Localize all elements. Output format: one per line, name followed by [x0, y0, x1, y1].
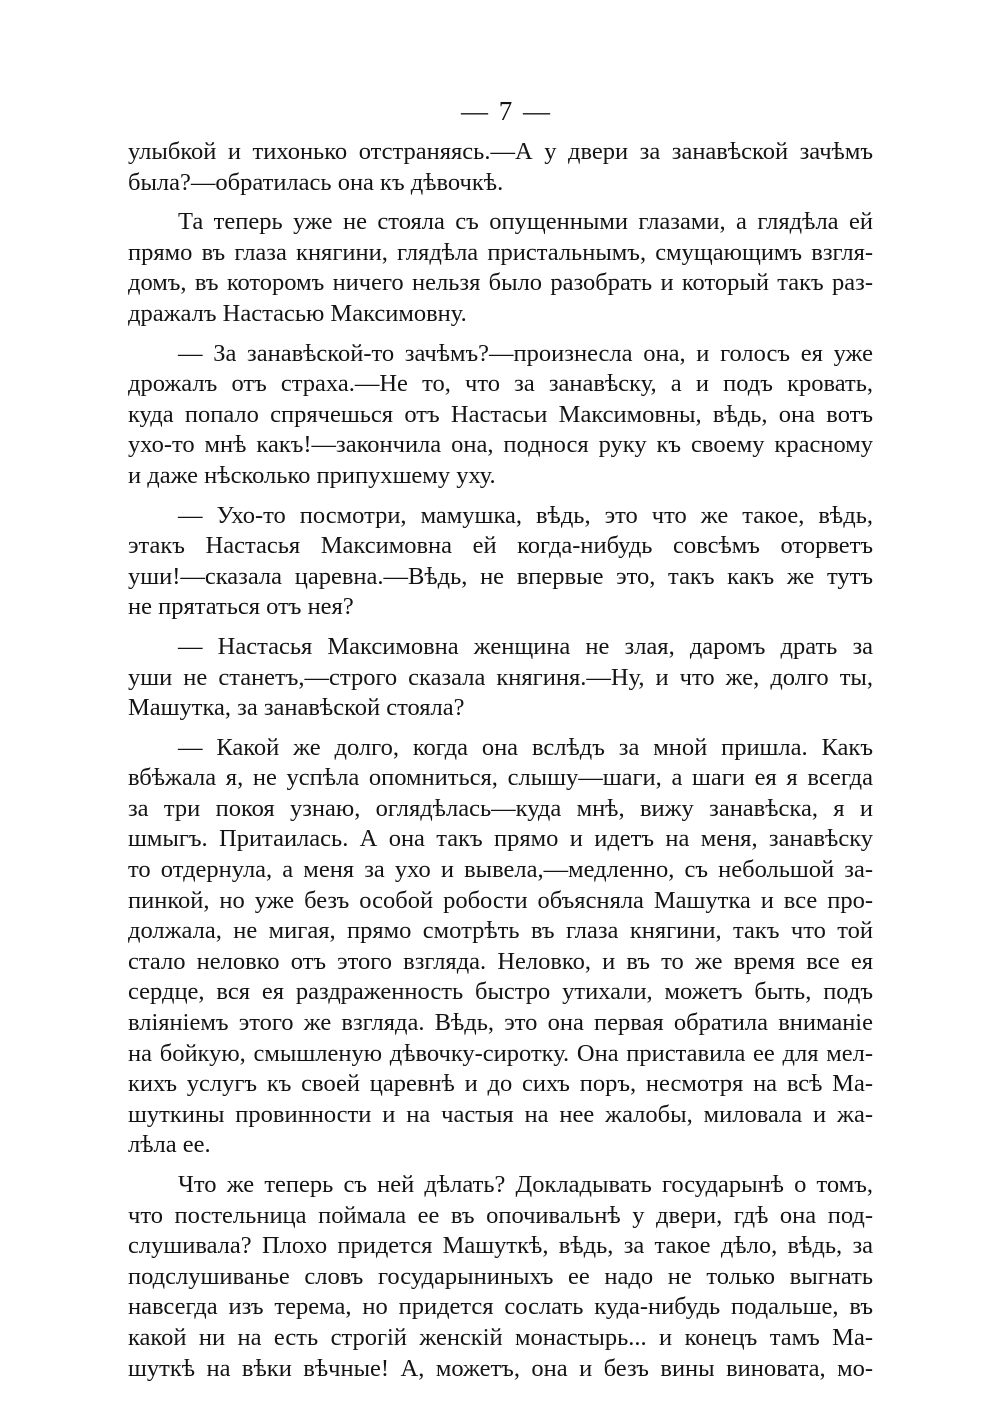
text-line: этакъ Настасья Максимовна ей когда-нибудь совсѣмъ оторветъ — [128, 532, 873, 560]
paragraph-1 — [128, 137, 873, 198]
text-line: улыбкой и тихонько отстраняясь.—А у двери за занавѣской зачѣмъ — [128, 138, 873, 165]
text-line: уши не станетъ,—строго сказала княгиня.—Ну, и что же, долго ты, — [128, 663, 873, 691]
text-line: то отдернула, а меня за ухо и вывела,—медленно, съ небольшой за- — [128, 856, 873, 884]
text-line: кихъ услугъ къ своей царевнѣ и до сихъ поръ, несмотря на всѣ Ма- — [128, 1070, 873, 1098]
text-line: ухо-то мнѣ какъ!—закончила она, поднося руку къ своему красному — [128, 431, 873, 459]
text-line: — За занавѣской-то зачѣмъ?—произнесла она, и голосъ ея уже — [178, 339, 873, 367]
text-line: — Настасья Максимовна женщина не злая, даромъ драть за — [178, 632, 873, 660]
text-line: стало неловко отъ этого взгляда. Неловко, и въ то же время все ея — [128, 947, 873, 975]
text-line: вліяніемъ этого же взгляда. Вѣдь, это она первая обратила вниманіе — [128, 1009, 873, 1037]
text-line: шуткины провинности и на частыя на нее жалобы, миловала и жа- — [128, 1100, 873, 1128]
text-line: на бойкую, смышленую дѣвочку-сиротку. Она приставила ее для мел- — [128, 1039, 873, 1067]
text-line: Та теперь уже не стояла съ опущенными глазами, а глядѣла ей — [178, 208, 873, 236]
text-line: дражалъ Настасью Максимовну. — [128, 299, 467, 327]
text-line: была?—обратилась она къ дѣвочкѣ. — [128, 168, 504, 196]
paragraph-6 — [128, 733, 873, 1161]
text-line: пинкой, но уже безъ особой робости объясняла Машутка и все про- — [128, 886, 873, 914]
text-line: навсегда изъ терема, но придется сослать куда-нибудь подальше, въ — [128, 1293, 873, 1321]
text-line: дрожалъ отъ страха.—Не то, что за занавѣску, а и подъ кровать, — [128, 370, 873, 398]
text-line: Что же теперь съ ней дѣлать? Докладывать государынѣ о томъ, — [178, 1171, 873, 1198]
text-line: — Какой же долго, когда она вслѣдъ за мной пришла. Какъ — [178, 733, 873, 761]
text-line: за три покоя узнаю, оглядѣлась—куда мнѣ, вижу занавѣска, я и — [128, 794, 873, 822]
text-line: Машутка, за занавѣской стояла? — [128, 694, 465, 722]
text-line: — Ухо-то посмотри, мамушка, вѣдь, это что же такое, вѣдь, — [178, 501, 873, 529]
paragraph-2 — [128, 207, 873, 329]
text-line: должала, не мигая, прямо смотрѣть въ глаза княгини, такъ что той — [128, 917, 873, 945]
text-line: прямо въ глаза княгини, глядѣла пристальнымъ, смущающимъ взгля- — [128, 238, 873, 266]
paragraph-4 — [128, 501, 873, 623]
text-line: куда попало спрячешься отъ Настасьи Максимовны, вѣдь, она вотъ — [128, 400, 873, 428]
book-page — [128, 96, 873, 1393]
text-line: что постельница поймала ее въ опочивальнѣ у двери, гдѣ она под- — [128, 1201, 873, 1229]
text-line: сердце, вся ея раздраженность быстро утихали, можетъ быть, подъ — [128, 978, 873, 1006]
text-line: вбѣжала я, не успѣла опомниться, слышу—шаги, а шаги ея я всегда — [128, 764, 873, 792]
text-line: слушивала? Плохо придется Машуткѣ, вѣдь, за такое дѣло, вѣдь, за — [128, 1232, 873, 1260]
text-line: и даже нѣсколько припухшему уху. — [128, 461, 496, 489]
text-line: подслушиванье словъ государыниныхъ ее надо не только выгнать — [128, 1262, 873, 1290]
paragraph-7 — [128, 1170, 873, 1384]
text-line: шуткѣ на вѣки вѣчные! А, можетъ, она и безъ вины виновата, мо- — [128, 1354, 873, 1382]
text-line: не прятаться отъ нея? — [128, 593, 354, 621]
text-line: какой ни на есть строгій женскій монастырь... и конецъ тамъ Ма- — [128, 1323, 873, 1351]
page-number: — 7 — — [461, 96, 552, 126]
text-line: домъ, въ которомъ ничего нельзя было разобрать и который такъ раз- — [128, 269, 873, 297]
text-line: шмыгъ. Притаилась. А она такъ прямо и идетъ на меня, занавѣску — [128, 825, 873, 853]
paragraph-3 — [128, 339, 873, 492]
text-line: уши!—сказала царевна.—Вѣдь, не впервые это, такъ какъ же тутъ — [128, 562, 873, 590]
text-line: лѣла ее. — [128, 1131, 211, 1159]
paragraph-5 — [128, 632, 873, 724]
